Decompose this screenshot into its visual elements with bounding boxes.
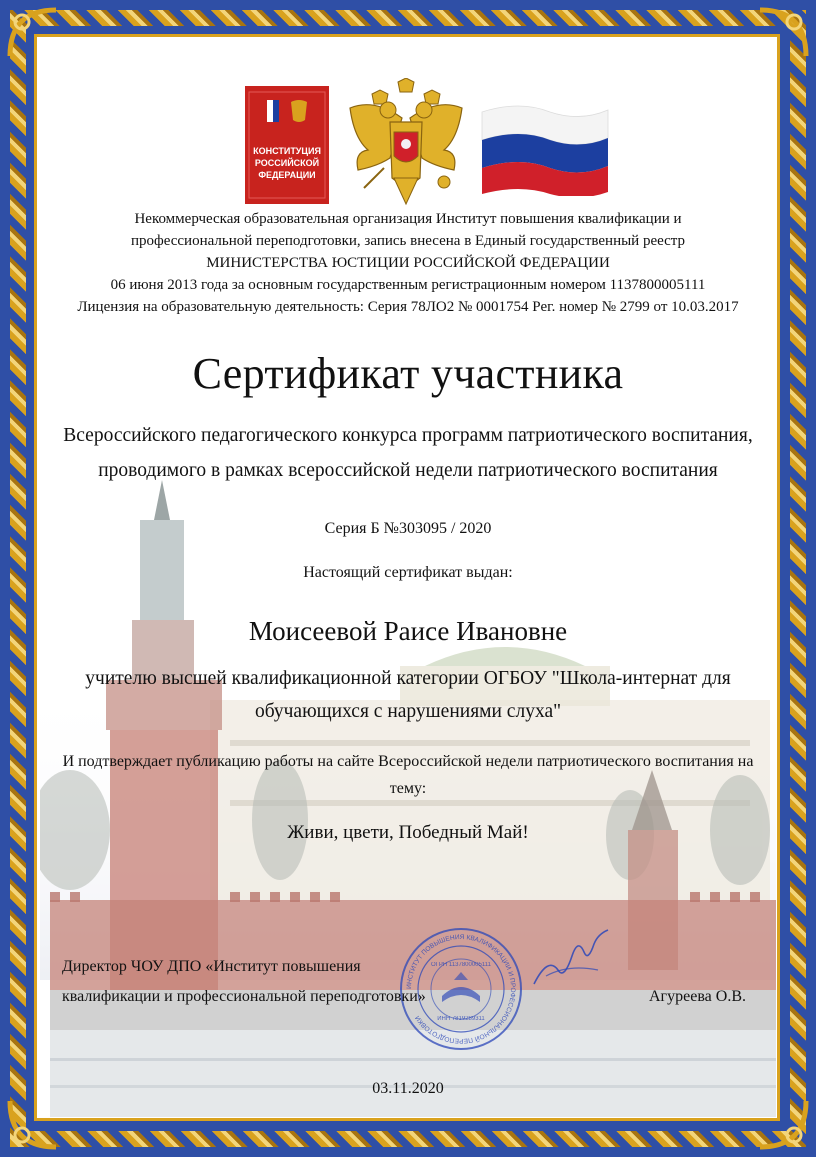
org-line-1: Некоммерческая образовательная организация Институт повышения квалификации и	[134, 211, 682, 227]
recipient-position: учителю высшей квалификационной категории ОГБОУ "Школа-интернат для обучающихся с нарушениями слуха"	[85, 668, 731, 722]
confirmation-text: И подтверждает публикацию работы на сайте Всероссийской недели патриотического воспитания на тему:	[62, 753, 754, 797]
constitution-line-2: РОССИЙСКОЙ	[254, 158, 320, 168]
certificate-series: Серия Б №303095 / 2020	[324, 520, 492, 537]
constitution-book-icon	[245, 86, 329, 204]
certificate-content	[40, 40, 776, 1117]
organization-info	[40, 208, 776, 318]
director-signature	[528, 926, 614, 992]
work-topic: Живи, цвети, Победный Май!	[287, 822, 529, 843]
director-name: Агуреева О.В.	[649, 988, 746, 1005]
header-logos	[40, 86, 776, 206]
coat-of-arms-eagle-icon	[344, 78, 468, 208]
org-line-5: Лицензия на образовательную деятельность: Серия 78ЛО2 № 0001754 Рег. номер № 2799 от 10.03.2017	[77, 299, 739, 315]
issued-label: Настоящий сертификат выдан:	[303, 564, 513, 581]
constitution-line-1: КОНСТИТУЦИЯ	[253, 146, 321, 156]
director-line-2: квалификации и профессиональной переподготовки»	[62, 988, 426, 1005]
org-line-4: 06 июня 2013 года за основным государственным регистрационным номером 1137800005111	[110, 277, 706, 293]
recipient-name: Моисеевой Раисе Ивановне	[248, 616, 568, 646]
issue-date: 03.11.2020	[372, 1080, 444, 1097]
constitution-line-3: ФЕДЕРАЦИИ	[258, 170, 316, 180]
director-line-1: Директор ЧОУ ДПО «Институт повышения	[62, 958, 361, 975]
org-line-3: МИНИСТЕРСТВА ЮСТИЦИИ РОССИЙСКОЙ ФЕДЕРАЦИИ	[206, 255, 610, 271]
stamp-inn: ИНН 7819289311	[437, 1016, 485, 1022]
certificate-title: Сертификат участника	[192, 349, 624, 398]
russian-flag-icon	[480, 104, 610, 196]
certificate-subtitle: Всероссийского педагогического конкурса программ патриотического воспитания, проводимого в рамках всероссийской недели патриотического воспитания	[63, 425, 753, 481]
stamp-ring-text: ИНСТИТУТ ПОВЫШЕНИЯ КВАЛИФИКАЦИИ И ПРОФЕССИОНАЛЬНОЙ ПЕРЕПОДГОТОВКИ	[405, 933, 517, 1045]
org-line-2: профессиональной переподготовки, запись внесена в Единый государственный реестр	[130, 233, 686, 249]
stamp-ogrn: ОГРН 1137800005111	[431, 962, 491, 968]
director-title	[62, 952, 482, 1012]
